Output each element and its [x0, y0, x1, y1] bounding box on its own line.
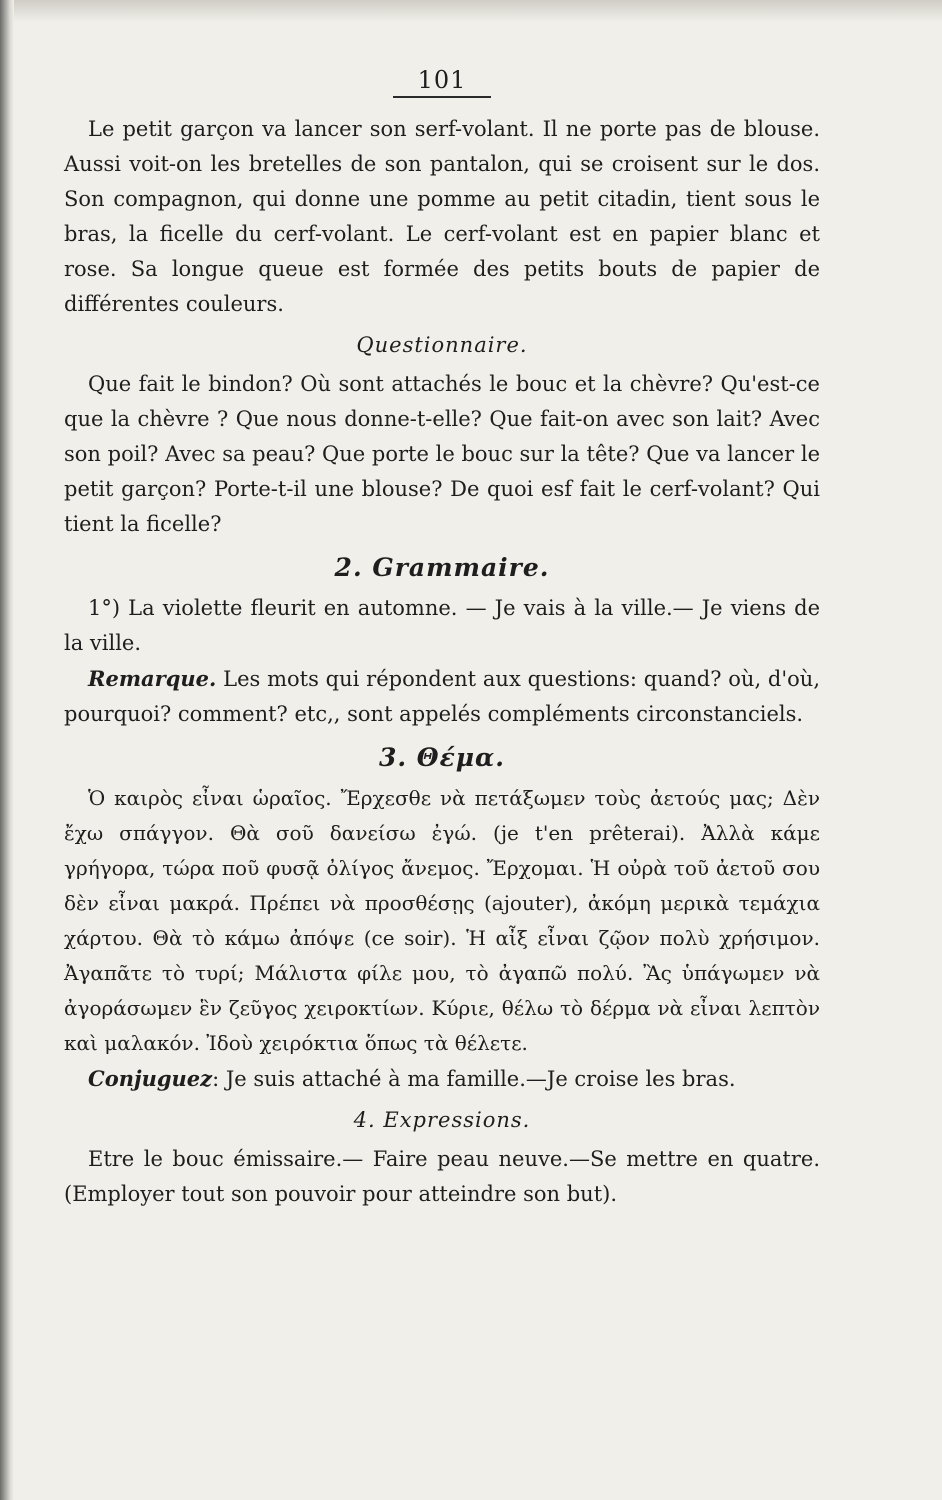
conjuguez-label: Conjuguez [88, 1066, 213, 1091]
grammaire-heading: 2. Grammaire. [334, 553, 550, 582]
reading-paragraph: Le petit garçon va lancer son serf-volant. Il ne porte pas de blouse. Aussi voit-on les bretelles de son pantalon, qui se croisent sur le dos. Son compagnon, qui donne une pomme au petit citadin, tient sous le bras, la ficelle du cerf-volant. Le cerf-volant est en papier blanc et rose. Sa longue queue est formée des petits bouts de papier de différentes couleurs. [64, 117, 820, 316]
questionnaire-text: Que fait le bindon? Où sont attachés le bouc et la chèvre? Qu'est-ce que la chèvre ? Que nous donne-t-elle? Que fait-on avec son lait? Avec son poil? Avec sa peau? Que porte le bouc sur la tête? Que va lancer le petit garçon? Porte-t-il une blouse? De quoi esf fait le cerf-volant? Qui tient la ficelle? [64, 372, 820, 536]
page-binding-shadow [0, 0, 14, 1500]
expressions-text: Etre le bouc émissaire.— Faire peau neuve.—Se mettre en quatre. (Employer tout son pouvoir pour atteindre son but). [64, 1147, 820, 1206]
page-number: 101 [417, 66, 467, 94]
grammaire-text: 1°) La violette fleurit en automne. — Je vais à la ville.— Je viens de la ville. [64, 596, 820, 655]
thema-heading: 3. Θέμα. [378, 743, 506, 772]
book-page [64, 60, 820, 1212]
page-top-shadow [0, 0, 942, 22]
remarque-text: Les mots qui répondent aux questions: quand? où, d'où, pourquoi? comment? etc,, sont appelés compléments circonstanciels. [64, 667, 820, 726]
expressions-heading: 4. Expressions. [353, 1108, 531, 1132]
remarque-paragraph [64, 661, 820, 732]
questionnaire-heading: Questionnaire. [356, 333, 528, 357]
thema-text: Ὁ καιρὸς εἶναι ὡραῖος. Ἔρχεσθε νὰ πετάξωμεν τοὺς ἀετούς μας; Δὲν ἔχω σπάγγον. Θὰ σοῦ δανείσω ἐγώ. (je t'en prêterai). Ἀλλὰ κάμε γρήγορα, τώρα ποῦ φυσᾷ ὀλίγος ἄνεμος. Ἔρχομαι. Ἡ οὐρὰ τοῦ ἀετοῦ σου δὲν εἶναι μακρά. Πρέπει νὰ προσθέσῃς (ajouter), ἀκόμη μερικὰ τεμάχια χάρτου. Θὰ τὸ κάμω ἀπόψε (ce soir). Ἡ αἶξ εἶναι ζῷον πολὺ χρήσιμον. Ἀγαπᾶτε τὸ τυρί; Μάλιστα φίλε μου, τὸ ἀγαπῶ πολύ. Ἂς ὑπάγωμεν νὰ ἀγοράσωμεν ἓν ζεῦγος χειροκτίων. Κύριε, θέλω τὸ δέρμα νὰ εἶναι λεπτὸν καὶ μαλακόν. Ἰδοὺ χειρόκτια ὅπως τὰ θέλετε. [64, 786, 820, 1055]
conjuguez-text: : Je suis attaché à ma famille.—Je croise les bras. [212, 1067, 736, 1091]
conjuguez-paragraph [64, 1061, 820, 1097]
remarque-label: Remarque. [88, 666, 217, 691]
